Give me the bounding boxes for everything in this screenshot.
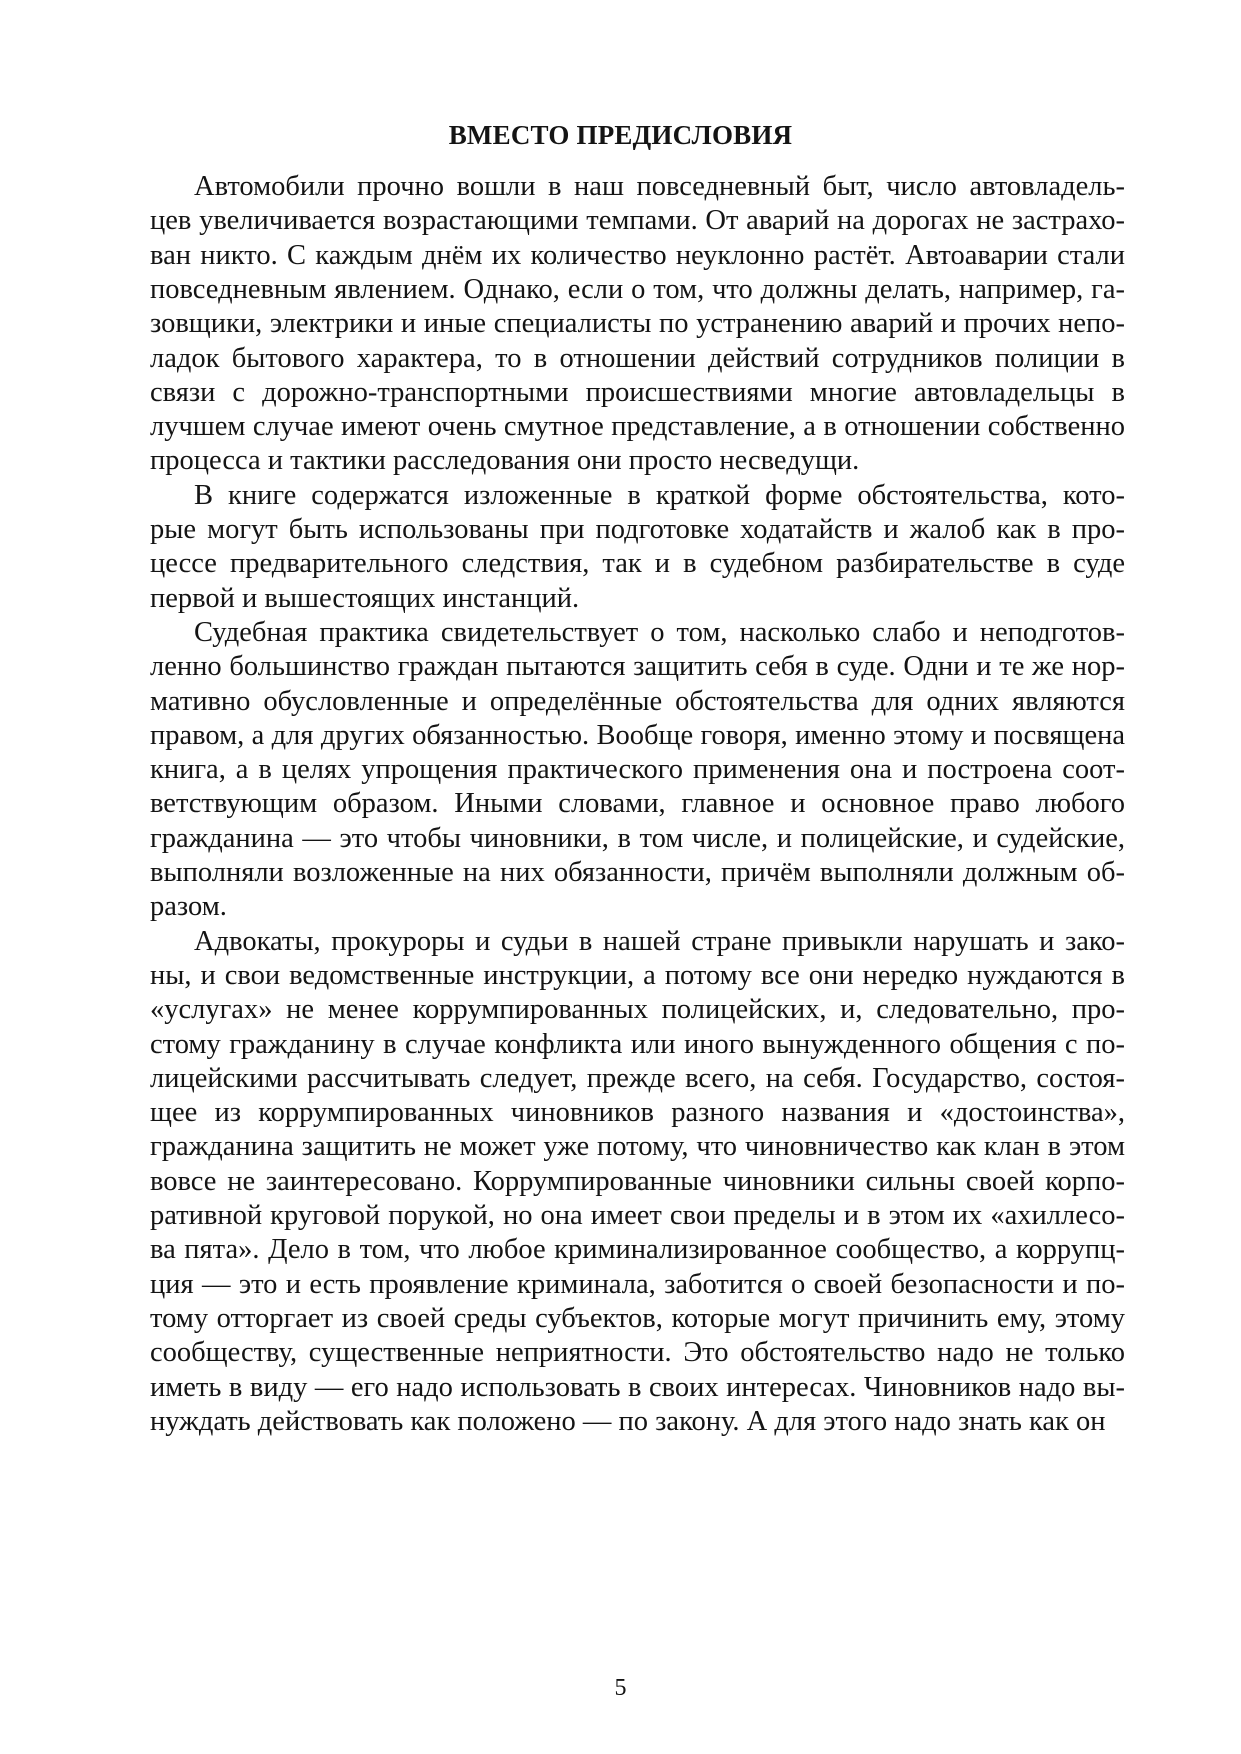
- text-line: нуждать действовать как положено — по закону. А для этого надо знать как он: [150, 1405, 1106, 1437]
- text-line: мативно обусловленные и определённые обстоятельства для одних являются: [150, 685, 1125, 717]
- text-line: ван никто. С каждым днём их количество неуклонно растёт. Автоаварии стали: [150, 239, 1125, 271]
- text-line: повседневным явлением. Однако, если о том, что должны делать, например, га-: [150, 273, 1125, 305]
- text-line: тому отторгает из своей среды субъектов, которые могут причинить ему, этому: [150, 1302, 1125, 1334]
- text-line: ративной круговой порукой, но она имеет свои пределы и в этом их «ахиллесо-: [150, 1200, 1125, 1231]
- text-line: цессе предварительного следствия, так и в судебном разбирательстве в суде: [150, 548, 1125, 580]
- text-line: ладок бытового характера, то в отношении действий сотрудников полиции в: [150, 342, 1125, 374]
- text-line: связи с дорожно-транспортными происшествиями многие автовладельцы в: [150, 376, 1125, 408]
- text-line: щее из коррумпированных чиновников разного названия и «достоинства»,: [150, 1097, 1125, 1129]
- text-line: процесса и тактики расследования они просто несведущи.: [150, 445, 860, 477]
- text-line: Автомобили прочно вошли в наш повседневный быт, число автовладель-: [194, 171, 1125, 202]
- text-line: выполняли возложенные на них обязанности, причём выполняли должным об-: [150, 857, 1125, 888]
- text-line: книга, а в целях упрощения практического применения она и построена соот-: [150, 754, 1125, 786]
- text-line: ленно большинство граждан пытаются защитить себя в суде. Одни и те же нор-: [150, 651, 1125, 683]
- text-line: правом, а для других обязанностью. Вообще говоря, именно этому и посвящена: [150, 719, 1125, 751]
- text-line: «услугах» не менее коррумпированных полицейских, и, следовательно, про-: [150, 994, 1125, 1026]
- text-line: Адвокаты, прокуроры и судьи в нашей стране привыкли нарушать и зако-: [194, 925, 1125, 957]
- text-line: зовщики, электрики и иные специалисты по устранению аварий и прочих непо-: [150, 308, 1125, 340]
- page-number: 5: [614, 1675, 627, 1701]
- text-line: цев увеличивается возрастающими темпами. От аварий на дорогах не застрахо-: [150, 205, 1125, 237]
- text-line: стому гражданину в случае конфликта или иного вынужденного общения с по-: [150, 1028, 1125, 1060]
- text-line: В книге содержатся изложенные в краткой форме обстоятельства, кото-: [194, 479, 1125, 511]
- text-line: иметь в виду — его надо использовать в своих интересах. Чиновников надо вы-: [150, 1371, 1125, 1403]
- page-title: ВМЕСТО ПРЕДИСЛОВИЯ: [448, 120, 793, 150]
- text-line: ва пята». Дело в том, что любое криминализированное сообщество, а коррупц-: [150, 1234, 1125, 1266]
- text-line: рые могут быть использованы при подготовке ходатайств и жалоб как в про-: [150, 514, 1125, 545]
- text-line: лучшем случае имеют очень смутное представление, а в отношении собственно: [150, 411, 1125, 443]
- text-line: гражданина защитить не может уже потому, что чиновничество как клан в этом: [150, 1131, 1125, 1163]
- text-line: вовсе не заинтересовано. Коррумпированные чиновники сильны своей корпо-: [150, 1165, 1125, 1197]
- text-line: сообществу, существенные неприятности. Это обстоятельство надо не только: [150, 1337, 1125, 1369]
- text-line: ция — это и есть проявление криминала, заботится о своей безопасности и по-: [150, 1268, 1125, 1300]
- text-line: гражданина — это чтобы чиновники, в том числе, и полицейские, и судейские,: [150, 822, 1125, 854]
- text-line: Судебная практика свидетельствует о том, насколько слабо и неподготов-: [194, 616, 1125, 648]
- text-line: ветствующим образом. Иными словами, главное и основное право любого: [150, 788, 1125, 820]
- text-line: ны, и свои ведомственные инструкции, а потому все они нередко нуждаются в: [150, 959, 1125, 991]
- text-line: разом.: [150, 891, 227, 923]
- text-line: лицейскими рассчитывать следует, прежде всего, на себя. Государство, состоя-: [150, 1062, 1125, 1094]
- text-line: первой и вышестоящих инстанций.: [150, 582, 580, 614]
